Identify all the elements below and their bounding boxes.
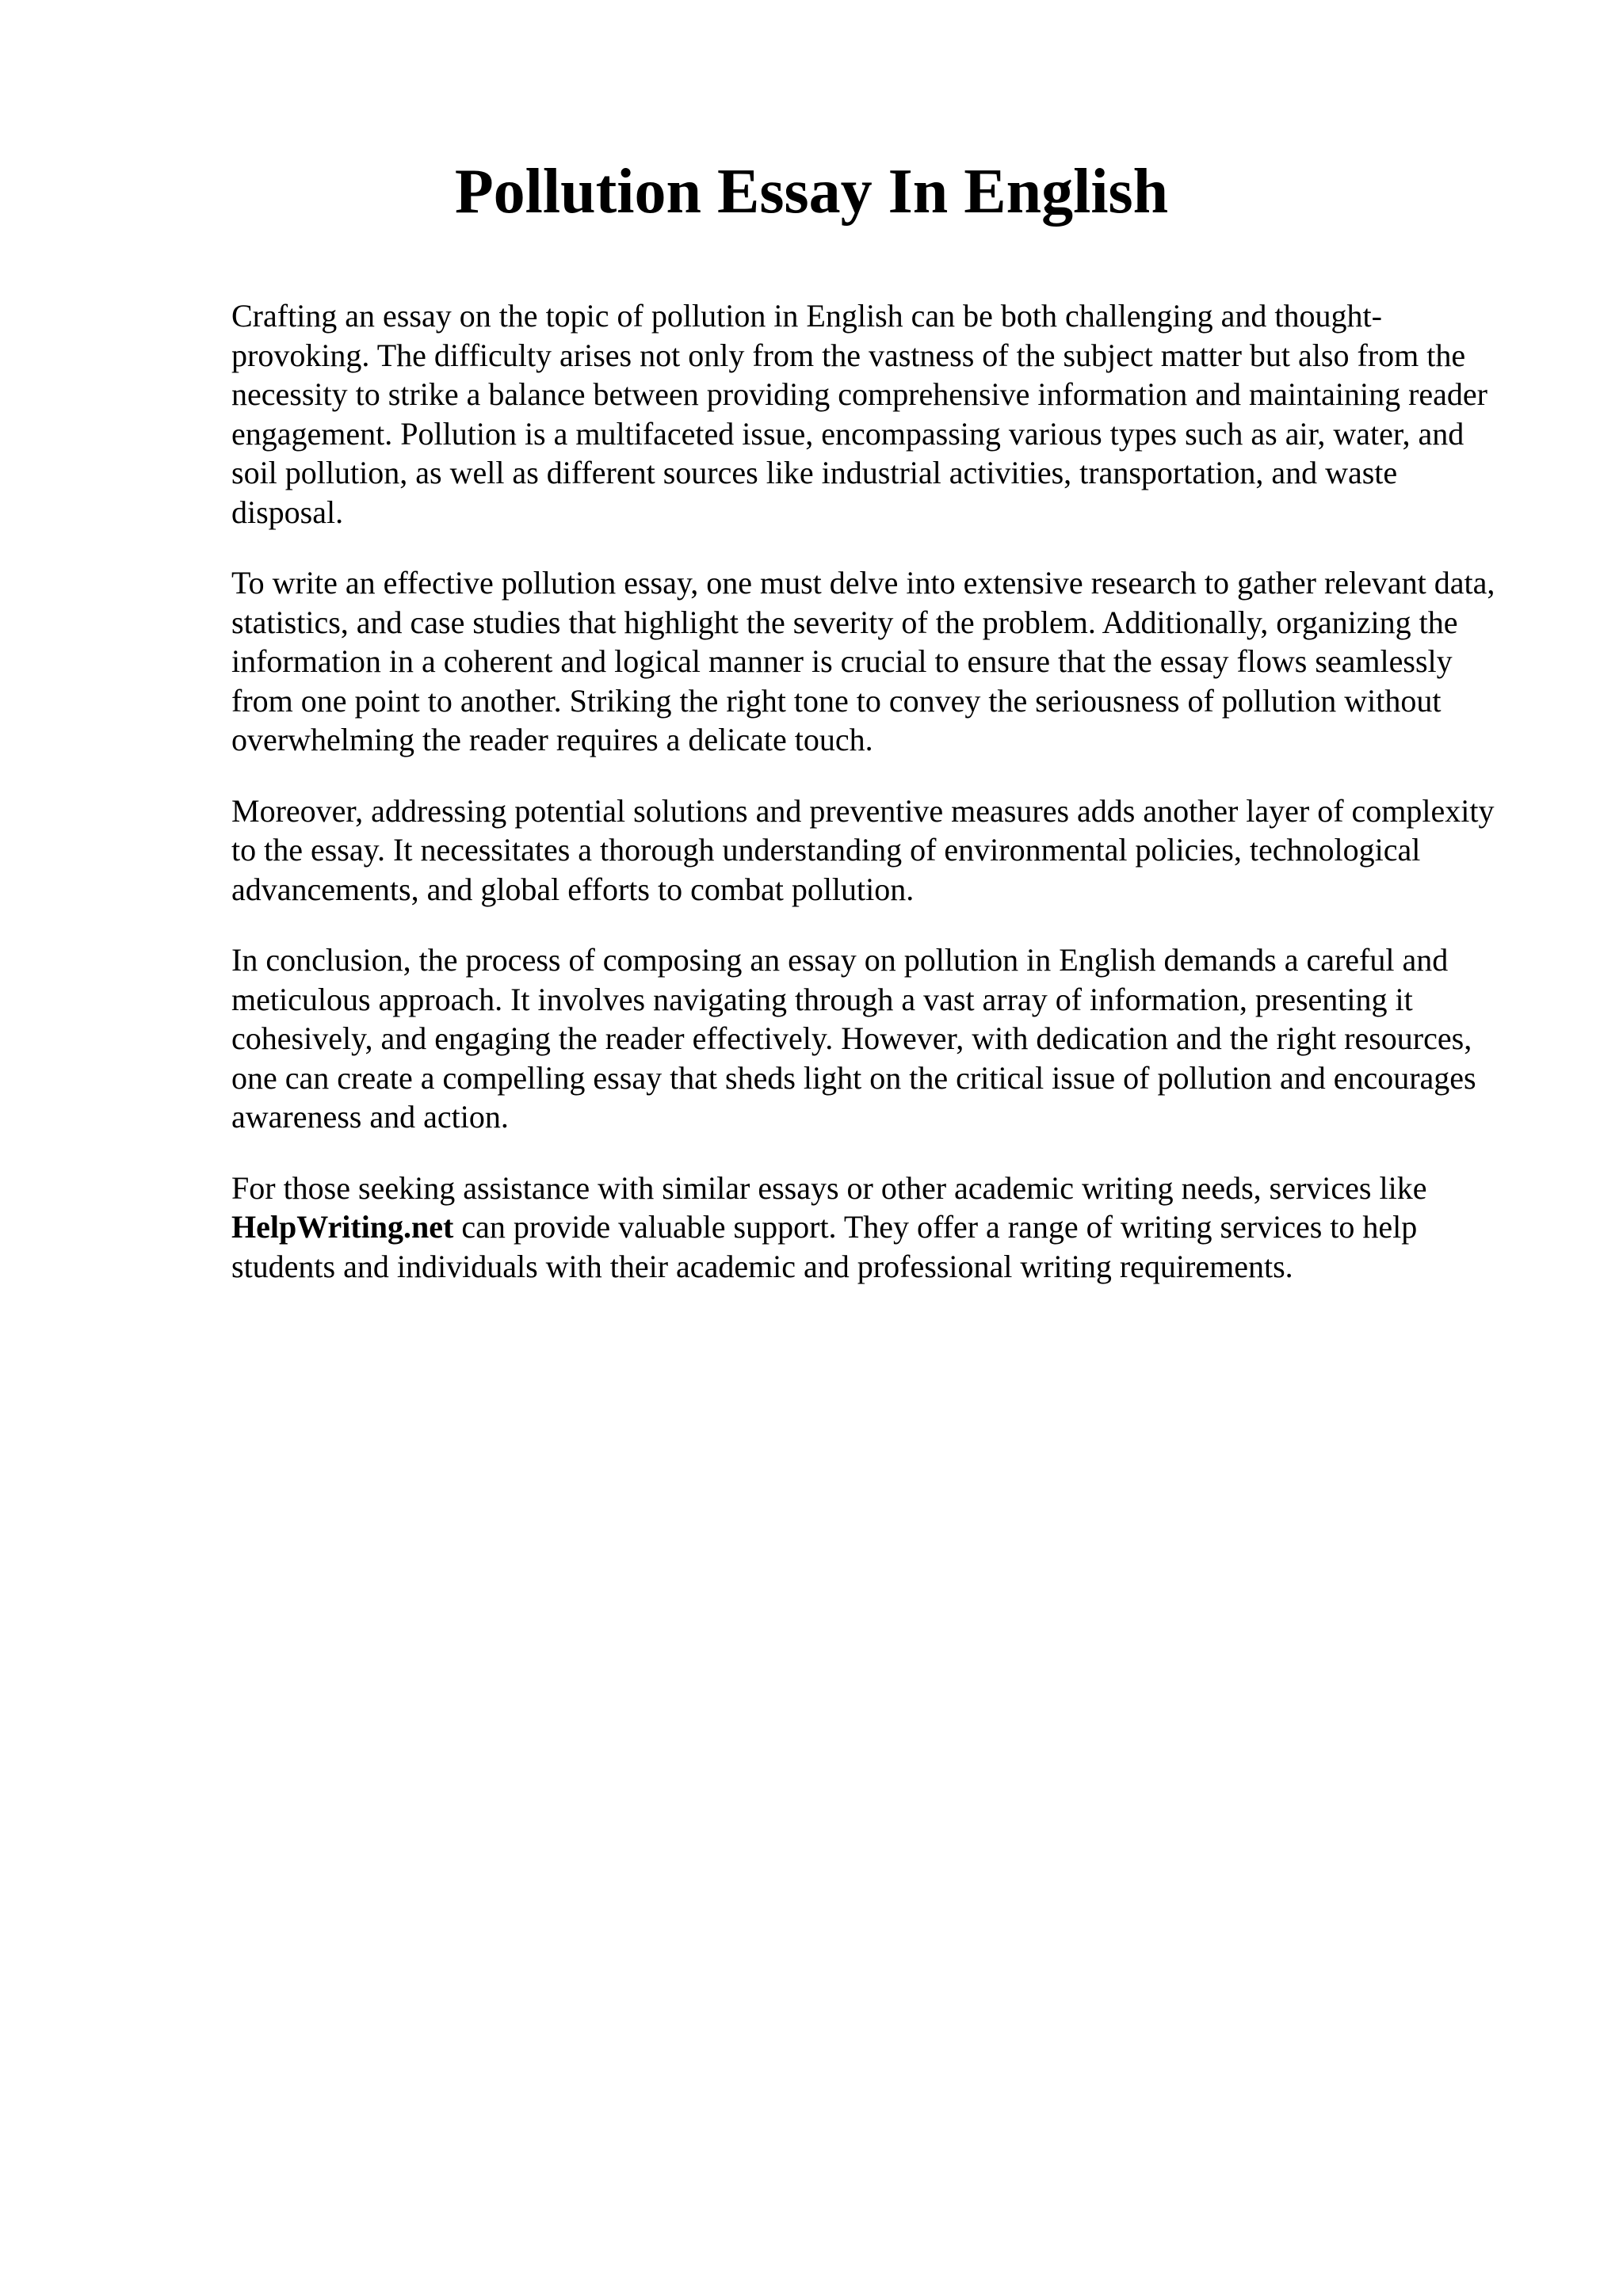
closing-text-before: For those seeking assistance with similar essays or other academic writing needs, services like [231,1169,1427,1206]
paragraph-intro: Crafting an essay on the topic of pollution in English can be both challenging and thought-provoking. The difficulty arises not only from the vastness of the subject matter but also from the necessity to strike a balance between providing comprehensive information and maintaining reader engagement. Pollution is a multifaceted issue, encompassing various types such as air, water, and soil pollution, as well as different sources like industrial activities, transportation, and waste disposal. [231,298,1487,530]
closing-text-after: can provide valuable support. They offer a range of writing services to help students and individuals with their academic and professional writing requirements. [231,1209,1418,1284]
paragraph-conclusion: In conclusion, the process of composing an essay on pollution in English demands a careful and meticulous approach. It involves navigating through a vast array of information, presenting it cohesively, and engaging the reader effectively. However, with dedication and the right resources, one can create a compelling essay that sheds light on the critical issue of pollution and encourages awareness and action. [231,942,1476,1135]
paragraph-closing [231,1169,1515,1287]
paragraph-solutions: Moreover, addressing potential solutions and preventive measures adds another layer of complexity to the essay. It necessitates a thorough understanding of environmental policies, technological advancements, and global efforts to combat pollution. [231,792,1495,907]
brand-name: HelpWriting.net [231,1209,454,1245]
essay-body [231,296,1515,1318]
page-title: Pollution Essay In English [454,157,1169,227]
paragraph-research: To write an effective pollution essay, one must delve into extensive research to gather relevant data, statistics, and case studies that highlight the severity of the problem. Additionally, organizing the information in a coherent and logical manner is crucial to ensure that the essay flows seamlessly from one point to another. Striking the right tone to convey the seriousness of pollution without overwhelming the reader requires a delicate touch. [231,565,1495,757]
